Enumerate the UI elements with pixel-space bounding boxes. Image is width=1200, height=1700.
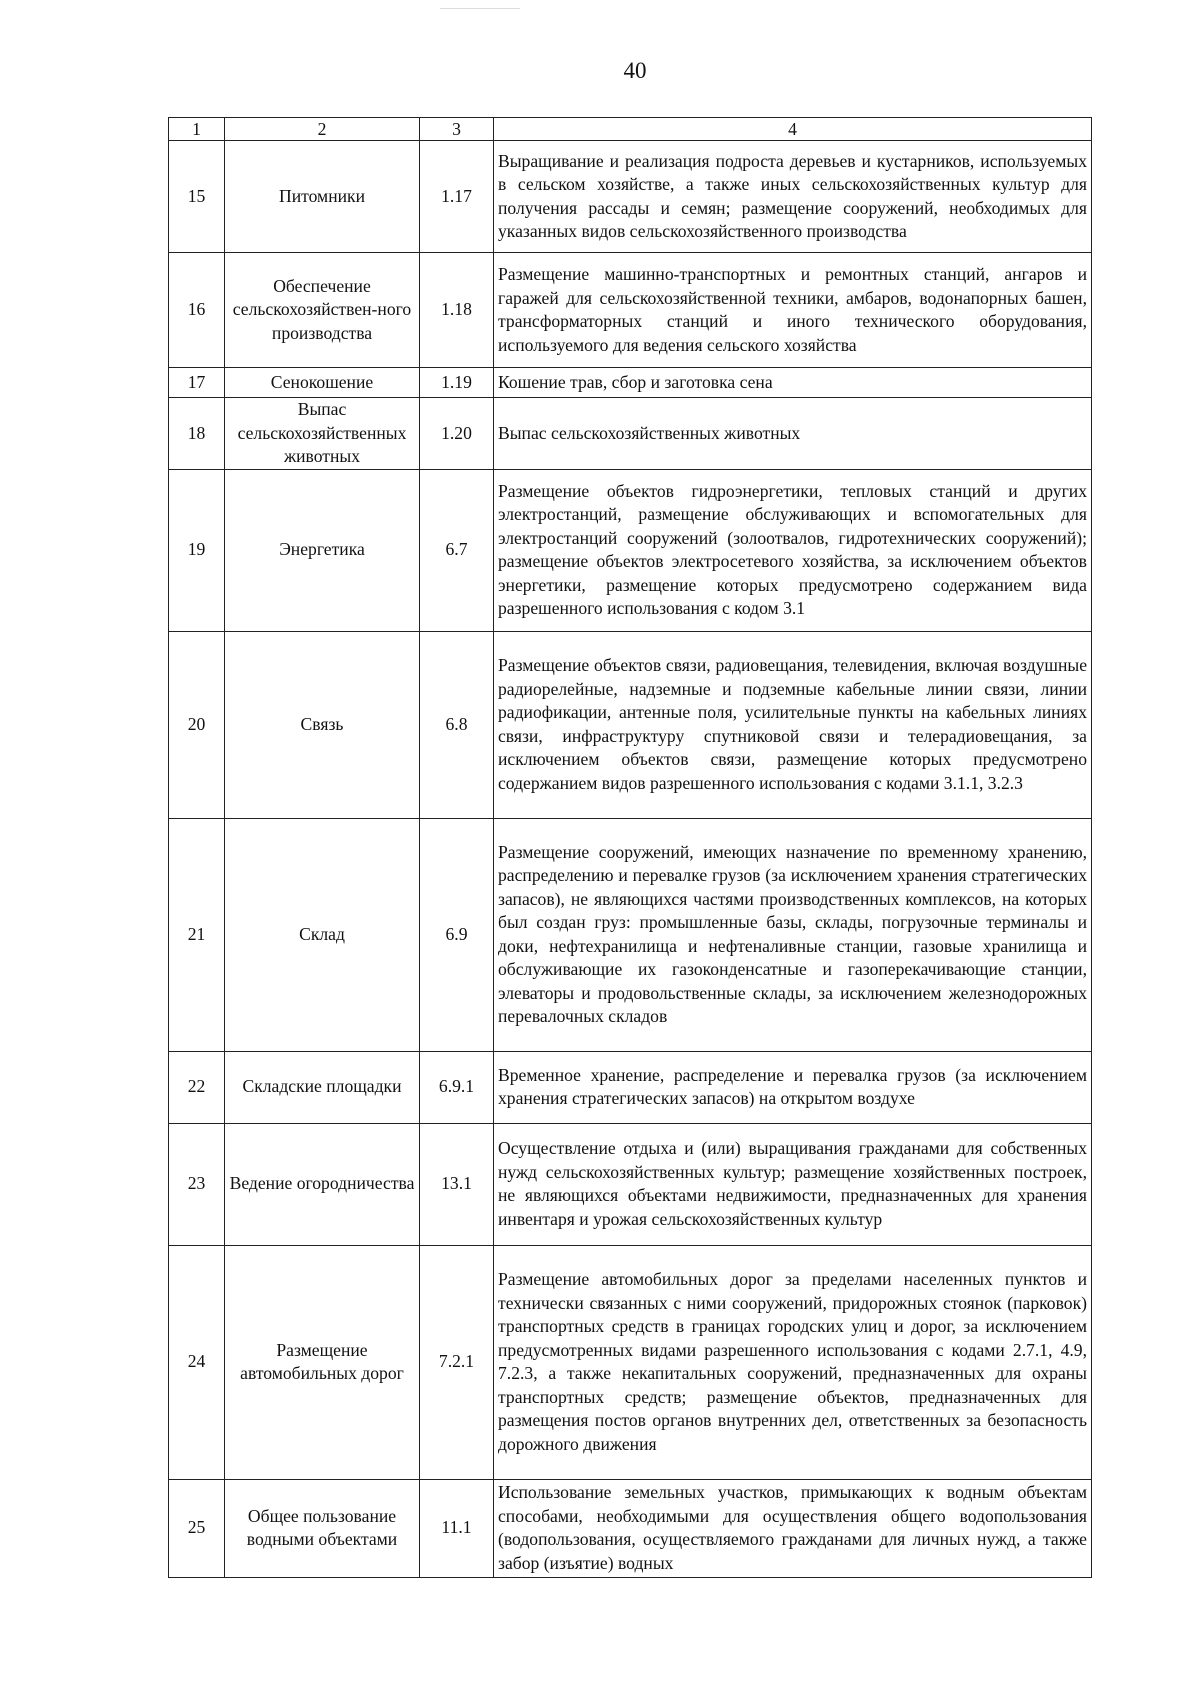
- row-name: Обеспечение сельскохозяйствен-ного производства: [225, 253, 420, 368]
- page-number: 40: [623, 58, 647, 83]
- row-description: Размещение автомобильных дорог за пределами населенных пунктов и технически связанных с ними сооружений, придорожных стоянок (парковок) транспортных средств в границах городских улиц и дорог, за исключением предусмотренных видами разрешенного использования с кодами 2.7.1, 4.9, 7.2.3, а также некапитальных сооружений, предназначенных для охраны транспортных средств; размещение объектов, предназначенных для размещения постов органов внутренних дел, ответственных за безопасность дорожного движения: [494, 1245, 1092, 1479]
- row-description: Размещение машинно-транспортных и ремонтных станций, ангаров и гаражей для сельскохозяйственной техники, амбаров, водонапорных башен, трансформаторных станций и иного технического оборудования, используемого для ведения сельского хозяйства: [494, 253, 1092, 368]
- row-name: Размещение автомобильных дорог: [225, 1245, 420, 1479]
- row-code: 1.18: [420, 253, 494, 368]
- table-row: [169, 398, 1092, 470]
- table-row: [169, 1051, 1092, 1123]
- table-row: [169, 368, 1092, 398]
- row-code: 1.17: [420, 141, 494, 253]
- row-description: Выращивание и реализация подроста деревьев и кустарников, используемых в сельском хозяйстве, а также иных сельскохозяйственных культур для получения рассады и семян; размещение сооружений, необходимых для указанных видов сельскохозяйственного производства: [494, 141, 1092, 253]
- table-row: [169, 1123, 1092, 1245]
- row-name: Энергетика: [225, 469, 420, 631]
- row-name: Ведение огородничества: [225, 1123, 420, 1245]
- row-description: Использование земельных участков, примыкающих к водным объектам способами, необходимыми для осуществления общего водопользования (водопользования, осуществляемого гражданами для личных нужд, а также забор (изъятие) водных: [494, 1479, 1092, 1577]
- table-row: [169, 631, 1092, 818]
- header-col-3: 3: [420, 118, 494, 141]
- row-name: Складские площадки: [225, 1051, 420, 1123]
- row-description: Кошение трав, сбор и заготовка сена: [494, 368, 1092, 398]
- scan-mark: [440, 8, 520, 9]
- row-number: 24: [169, 1245, 225, 1479]
- row-code: 7.2.1: [420, 1245, 494, 1479]
- row-description: Размещение объектов гидроэнергетики, тепловых станций и других электростанций, размещение обслуживающих и вспомогательных для электростанций сооружений (золоотвалов, гидротехнических сооружений); размещение объектов электросетевого хозяйства, за исключением объектов энергетики, размещение которых предусмотрено содержанием вида разрешенного использования с кодом 3.1: [494, 469, 1092, 631]
- table-row: [169, 1245, 1092, 1479]
- row-number: 25: [169, 1479, 225, 1577]
- row-code: 11.1: [420, 1479, 494, 1577]
- row-number: 18: [169, 398, 225, 470]
- row-number: 19: [169, 469, 225, 631]
- header-col-2: 2: [225, 118, 420, 141]
- row-number: 22: [169, 1051, 225, 1123]
- row-name: Склад: [225, 818, 420, 1051]
- row-name: Питомники: [225, 141, 420, 253]
- row-description: Размещение сооружений, имеющих назначение по временному хранению, распределению и перевалке грузов (за исключением хранения стратегических запасов), не являющихся частями производственных комплексов, на которых был создан груз: промышленные базы, склады, погрузочные терминалы и доки, нефтехранилища и нефтеналивные станции, газовые хранилища и обслуживающие их газоконденсатные и газоперекачивающие станции, элеваторы и продовольственные склады, за исключением железнодорожных перевалочных складов: [494, 818, 1092, 1051]
- table-row: [169, 818, 1092, 1051]
- table-row: [169, 253, 1092, 368]
- row-description: Выпас сельскохозяйственных животных: [494, 398, 1092, 470]
- row-number: 17: [169, 368, 225, 398]
- row-name: Сенокошение: [225, 368, 420, 398]
- row-code: 1.19: [420, 368, 494, 398]
- row-description: Осуществление отдыха и (или) выращивания гражданами для собственных нужд сельскохозяйственных культур; размещение хозяйственных построек, не являющихся объектами недвижимости, предназначенных для хранения инвентаря и урожая сельскохозяйственных культур: [494, 1123, 1092, 1245]
- row-description: Временное хранение, распределение и перевалка грузов (за исключением хранения стратегических запасов) на открытом воздухе: [494, 1051, 1092, 1123]
- row-code: 13.1: [420, 1123, 494, 1245]
- row-description: Размещение объектов связи, радиовещания, телевидения, включая воздушные радиорелейные, надземные и подземные кабельные линии связи, линии радиофикации, антенные поля, усилительные пункты на кабельных линиях связи, инфраструктуру спутниковой связи и телерадиовещания, за исключением объектов связи, размещение которых предусмотрено содержанием видов разрешенного использования с кодами 3.1.1, 3.2.3: [494, 631, 1092, 818]
- row-name: Связь: [225, 631, 420, 818]
- row-number: 21: [169, 818, 225, 1051]
- row-name: Общее пользование водными объектами: [225, 1479, 420, 1577]
- row-number: 15: [169, 141, 225, 253]
- row-number: 16: [169, 253, 225, 368]
- row-name: Выпас сельскохозяйственных животных: [225, 398, 420, 470]
- table-row: [169, 469, 1092, 631]
- header-col-1: 1: [169, 118, 225, 141]
- row-code: 1.20: [420, 398, 494, 470]
- table-row: [169, 141, 1092, 253]
- table-row: [169, 1479, 1092, 1577]
- row-number: 20: [169, 631, 225, 818]
- row-code: 6.7: [420, 469, 494, 631]
- row-code: 6.9.1: [420, 1051, 494, 1123]
- row-number: 23: [169, 1123, 225, 1245]
- land-use-table: [168, 117, 1092, 1578]
- row-code: 6.9: [420, 818, 494, 1051]
- row-code: 6.8: [420, 631, 494, 818]
- header-col-4: 4: [494, 118, 1092, 141]
- table-header-row: [169, 118, 1092, 141]
